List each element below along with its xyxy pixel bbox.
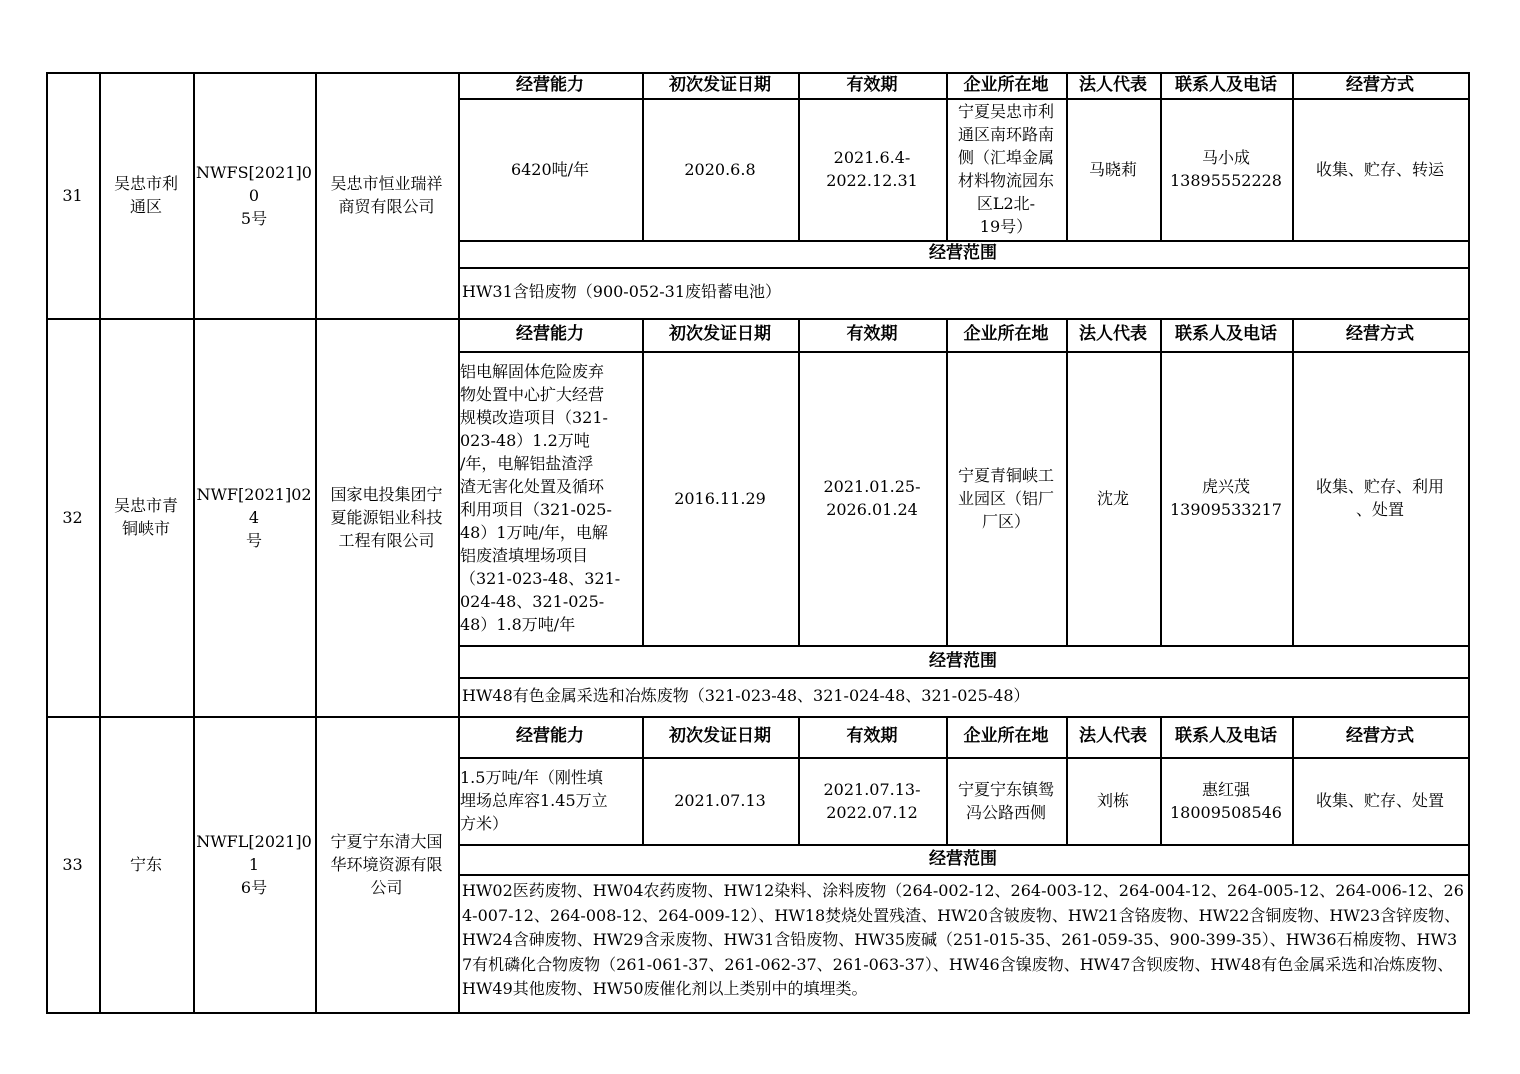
- header-legal-rep: 法人代表: [1079, 324, 1147, 344]
- record-contact: 虎兴茂 13909533217: [1170, 477, 1282, 519]
- record-area: 吴忠市利 通区: [113, 174, 178, 216]
- record-number: 33: [62, 854, 83, 874]
- header-scope: 经营范围: [929, 650, 997, 671]
- header-capacity: 经营能力: [516, 74, 584, 95]
- header-first-issue-date: 初次发证日期: [669, 324, 771, 344]
- record-legal-rep: 刘栋: [1096, 791, 1129, 810]
- header-capacity: 经营能力: [516, 324, 584, 344]
- header-capacity: 经营能力: [516, 726, 584, 746]
- record-mode: 收集、贮存、利用 、处置: [1315, 477, 1444, 519]
- header-validity: 有效期: [846, 324, 898, 344]
- record-contact: 马小成 13895552228: [1170, 148, 1282, 190]
- record-company: 宁夏宁东清大国 华环境资源有限 公司: [330, 831, 443, 897]
- record-license-no: NWFL[2021]01 6号: [196, 831, 312, 897]
- header-contact: 联系人及电话: [1175, 74, 1277, 95]
- record-scope: HW31含铅废物（900-052-31废铅蓄电池）: [462, 282, 782, 302]
- record-mode: 收集、贮存、转运: [1315, 159, 1444, 179]
- record-legal-rep: 马晓莉: [1088, 159, 1137, 179]
- header-scope: 经营范围: [929, 243, 997, 263]
- record-location: 宁夏吴忠市利 通区南环路南 侧（汇埠金属 材料物流园东 区L2北- 19号）: [957, 102, 1054, 236]
- record-scope: HW02医药废物、HW04农药废物、HW12染料、涂料废物（264-002-12、264-003-12、264-004-12、264-005-12、264-006-12、264-007-12、264-008-12、264-009-12）、HW18焚烧处置残渣、HW20含铍废物、HW21含铬废物、HW22含铜废物、HW23含锌废物、HW24含砷废物、HW29含汞废物、HW31含铅废物、HW35废碱（251-015-35、261-059-35、900-399-35）、HW36石棉废物、HW37有机磷化合物废物（261-061-37、261-062-37、261-063-37）、HW46含镍废物、HW47含钡废物、HW48有色金属采选和冶炼废物、HW49其他废物、HW50废催化剂以上类别中的填埋类。: [462, 881, 1464, 998]
- record-validity: 2021.01.25- 2026.01.24: [823, 477, 921, 519]
- header-legal-rep: 法人代表: [1079, 726, 1147, 746]
- header-mode: 经营方式: [1346, 74, 1414, 95]
- header-validity: 有效期: [846, 726, 898, 746]
- header-contact: 联系人及电话: [1175, 726, 1277, 746]
- record-capacity: 6420吨/年: [510, 159, 590, 179]
- record-license-no: NWF[2021]024 号: [196, 484, 312, 550]
- header-validity: 有效期: [846, 74, 898, 95]
- record-capacity: 铝电解固体危险废弃 物处置中心扩大经营 规模改造项目（321- 023-48）1.2万吨 /年，电解铝盐渣浮 渣无害化处置及循环 利用项目（321-025- 48）1万吨/年，电解 铝废渣填埋场项目 （321-023-48、321- 024-48、321-025- 48）1.8万吨/年: [460, 362, 621, 634]
- record-legal-rep: 沈龙: [1096, 488, 1129, 508]
- record-capacity: 1.5万吨/年（刚性填 埋场总库容1.45万立 方米）: [460, 768, 608, 833]
- header-location: 企业所在地: [963, 324, 1049, 344]
- record-scope: HW48有色金属采选和冶炼废物（321-023-48、321-024-48、321-025-48）: [462, 686, 1030, 706]
- record-license-no: NWFS[2021]00 5号: [196, 162, 312, 228]
- header-contact: 联系人及电话: [1175, 324, 1277, 344]
- record-mode: 收集、贮存、处置: [1315, 791, 1444, 810]
- header-first-issue-date: 初次发证日期: [669, 726, 771, 746]
- header-mode: 经营方式: [1346, 324, 1414, 344]
- header-first-issue-date: 初次发证日期: [669, 74, 771, 95]
- header-location: 企业所在地: [963, 726, 1049, 746]
- header-location: 企业所在地: [963, 74, 1049, 95]
- record-company: 吴忠市恒业瑞祥 商贸有限公司: [330, 174, 443, 216]
- header-legal-rep: 法人代表: [1079, 74, 1147, 95]
- header-mode: 经营方式: [1346, 726, 1414, 746]
- record-location: 宁夏青铜峡工 业园区（铝厂 厂区）: [957, 465, 1054, 531]
- record-validity: 2021.07.13- 2022.07.12: [823, 779, 921, 822]
- record-first-issue-date: 2020.6.8: [684, 159, 756, 179]
- table-bottom-line: [46, 1012, 1470, 1014]
- grid-vline: [1468, 72, 1470, 1014]
- record-area: 宁东: [129, 854, 162, 874]
- record-number: 31: [62, 185, 83, 205]
- record-company: 国家电投集团宁 夏能源铝业科技 工程有限公司: [330, 484, 443, 550]
- record-contact: 惠红强 18009508546: [1170, 779, 1282, 822]
- record-first-issue-date: 2016.11.29: [674, 488, 766, 508]
- record-validity: 2021.6.4- 2022.12.31: [826, 148, 918, 190]
- record-area: 吴忠市青 铜峡市: [113, 496, 178, 538]
- record-number: 32: [62, 507, 83, 527]
- record-first-issue-date: 2021.07.13: [674, 791, 766, 810]
- record-location: 宁夏宁东镇鸳 冯公路西侧: [957, 779, 1054, 822]
- header-scope: 经营范围: [929, 848, 997, 869]
